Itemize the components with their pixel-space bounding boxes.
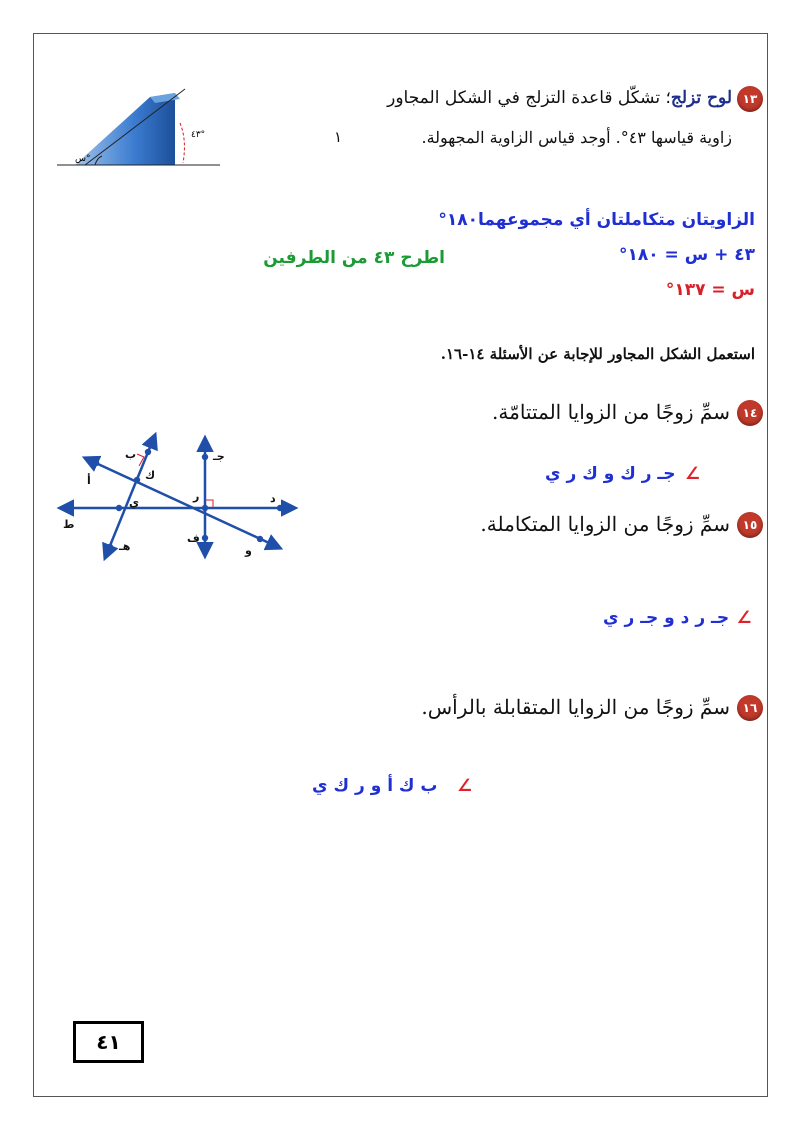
q16-answer [312, 776, 472, 796]
angle-symbol-icon: ∠ [456, 776, 473, 796]
q15-answer-text: جـ ر د و جـ ر ي [603, 608, 730, 628]
label-h: هـ [119, 540, 131, 553]
page-border [33, 33, 768, 1097]
fig-angle-43: ٤٣° [191, 130, 206, 140]
skateboard-ramp-figure [55, 85, 225, 175]
q16-badge: ١٦ [737, 695, 763, 721]
point-j [202, 454, 208, 460]
point-r [202, 505, 208, 511]
point-f [202, 535, 208, 541]
q16-text: سمِّ زوجًا من الزوايا المتقابلة بالرأس. [421, 695, 730, 719]
label-f: ف [187, 532, 200, 545]
q14-text: سمِّ زوجًا من الزوايا المتتامّة. [492, 400, 730, 424]
label-b: ب [125, 448, 137, 461]
label-t: ط [63, 518, 75, 531]
label-j: جـ [213, 450, 225, 463]
problem-13-line1 [387, 88, 732, 108]
label-d: د [270, 492, 276, 505]
instruction-text: استعمل الشكل المجاور للإجابة عن الأسئلة ١٤-١٦. [440, 345, 755, 363]
point-b [145, 449, 151, 455]
problem-13-badge: ١٣ [737, 86, 763, 112]
point-h [107, 544, 113, 550]
label-w: و [245, 544, 252, 557]
label-r: ر [193, 490, 200, 503]
q14-answer [545, 464, 700, 484]
q15-answer [603, 608, 752, 628]
solution-line1: الزاويتان متكاملتان أي مجموعهما١٨٠° [438, 210, 755, 230]
problem-13-line1-text: ؛ تشكّل قاعدة التزلج في الشكل المجاور [387, 88, 671, 108]
label-y: ي [129, 496, 140, 509]
problem-13-line2: زاوية قياسها ٤٣°. أوجد قياس الزاوية المجهولة. [421, 128, 732, 147]
label-a: أ [87, 474, 91, 487]
problem-13-ref: ١ [334, 128, 343, 146]
problem-13-title: لوح تزلج [670, 88, 732, 108]
lines-figure [55, 430, 305, 565]
point-w [257, 536, 263, 542]
point-y [116, 505, 122, 511]
fig-angle-x: س° [75, 154, 91, 164]
angle-arc [180, 123, 184, 163]
q15-badge: ١٥ [737, 512, 763, 538]
q14-badge: ١٤ [737, 400, 763, 426]
angle-symbol-icon: ∠ [684, 464, 701, 484]
page-number: ٤١ [73, 1021, 144, 1063]
solution-line2-note: اطرح ٤٣ من الطرفين [263, 248, 445, 268]
point-d [277, 505, 283, 511]
angle-symbol-icon: ∠ [736, 608, 752, 628]
q14-answer-text: جـ ر ك و ك ر ي [545, 464, 676, 484]
point-t [68, 505, 74, 511]
q15-text: سمِّ زوجًا من الزوايا المتكاملة. [480, 512, 730, 536]
solution-line2-eq: ٤٣ + س = ١٨٠° [618, 245, 755, 265]
point-k [134, 477, 140, 483]
q16-answer-text: ب ك أ و ر ك ي [312, 776, 438, 796]
point-a [93, 460, 99, 466]
label-k: ك [145, 469, 156, 482]
solution-line3: س = ١٣٧° [665, 280, 755, 300]
